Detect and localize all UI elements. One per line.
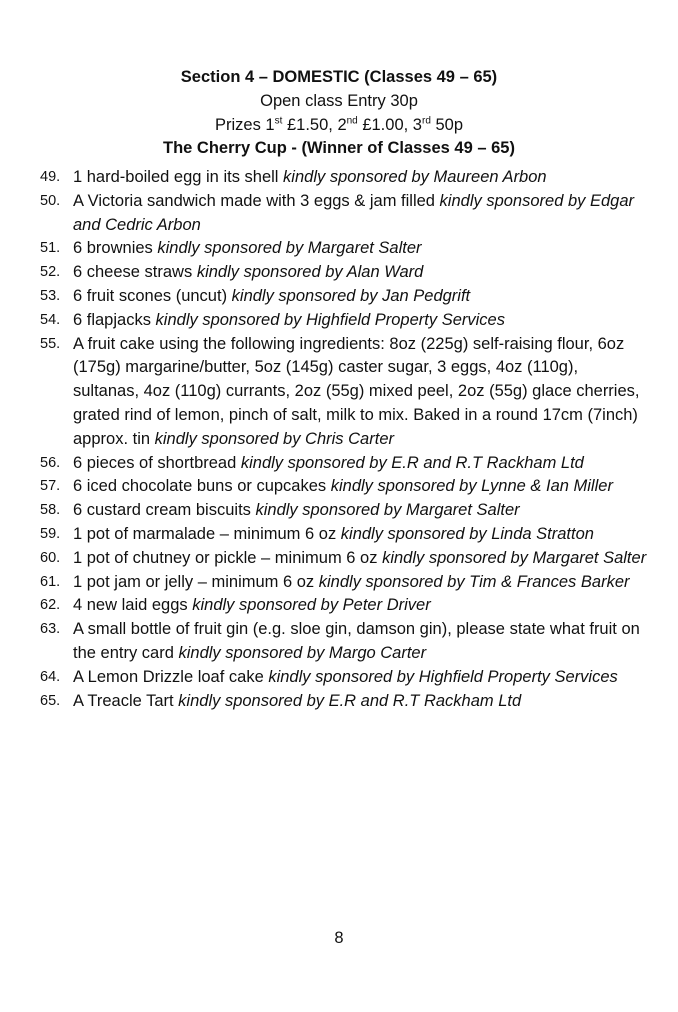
class-description: A fruit cake using the following ingredients: 8oz (225g) self-raising flour, 6oz (175g) margarine/butter, 5oz (145g) caster sugar, 3 eggs, 4oz (110g), sultanas, 4oz (110g) currants, 2oz (55g) mixed peel, 2oz (55g) glace cherries, grated rind of lemon, pinch of salt, milk to mix. Baked in a round 17cm (7inch) approx. tin: [73, 334, 640, 448]
third-prize-amount: 50p: [430, 115, 464, 134]
class-number: 63.: [40, 621, 61, 638]
class-sponsor: kindly sponsored by Linda Stratton: [340, 524, 594, 543]
class-number: 50.: [40, 192, 61, 209]
class-description: 6 iced chocolate buns or cupcakes: [73, 477, 331, 496]
class-number: 51.: [40, 240, 61, 257]
class-sponsor: kindly sponsored by E.R and R.T Rackham Ltd: [240, 453, 584, 472]
class-description: 6 brownies: [73, 239, 158, 258]
class-number: 54.: [40, 311, 61, 328]
class-description: A Lemon Drizzle loaf cake: [73, 667, 269, 686]
class-item: [0, 690, 678, 714]
second-prize-amount: £1.00,: [357, 115, 413, 134]
entry-info: Open class Entry 30p: [260, 91, 418, 110]
class-description: 1 pot jam or jelly – minimum 6 oz: [73, 572, 319, 591]
section-title: Section 4 – DOMESTIC (Classes 49 – 65): [180, 68, 498, 86]
class-item: [0, 261, 678, 285]
class-sponsor: kindly sponsored by Jan Pedgrift: [231, 286, 471, 305]
section-header: [0, 66, 678, 161]
class-sponsor: kindly sponsored by Tim & Frances Barker: [318, 572, 630, 591]
class-item: [0, 190, 678, 238]
second-prize-suffix: nd: [346, 115, 358, 127]
class-item: [0, 285, 678, 309]
first-prize-number: 1: [265, 115, 275, 134]
class-item: [0, 571, 678, 595]
class-item: [0, 309, 678, 333]
class-sponsor: kindly sponsored by Edgar and Cedric Arbon: [73, 191, 634, 234]
class-description: A Treacle Tart: [73, 691, 179, 710]
class-description: A Victoria sandwich made with 3 eggs & jam filled: [73, 191, 440, 210]
second-prize-number: 2: [337, 115, 347, 134]
first-prize-suffix: st: [274, 115, 283, 127]
class-sponsor: kindly sponsored by E.R and R.T Rackham Ltd: [178, 691, 522, 710]
class-number: 59.: [40, 525, 61, 542]
class-list: [0, 166, 678, 713]
cup-title: The Cherry Cup - (Winner of Classes 49 – 65): [163, 139, 515, 158]
class-description: 6 fruit scones (uncut): [73, 286, 232, 305]
class-item: [0, 333, 678, 452]
class-description: 6 flapjacks: [73, 310, 156, 329]
class-description: 1 hard-boiled egg in its shell: [73, 168, 284, 186]
class-number: 58.: [40, 502, 61, 519]
first-prize-amount: £1.50,: [282, 115, 338, 134]
class-description: 6 cheese straws: [73, 263, 197, 282]
class-item: [0, 594, 678, 618]
class-number: 52.: [40, 264, 61, 281]
class-number: 61.: [40, 573, 61, 590]
class-sponsor: kindly sponsored by Margaret Salter: [157, 239, 422, 258]
class-item: [0, 523, 678, 547]
class-description: 1 pot of marmalade – minimum 6 oz: [73, 524, 341, 543]
class-number: 55.: [40, 335, 61, 352]
page-number: 8: [334, 929, 344, 947]
class-number: 60.: [40, 549, 61, 566]
class-item: [0, 547, 678, 571]
class-item: [0, 452, 678, 476]
class-number: 62.: [40, 597, 61, 614]
class-sponsor: kindly sponsored by Margo Carter: [178, 643, 427, 662]
class-item: [0, 618, 678, 666]
third-prize-number: 3: [412, 115, 422, 134]
class-description: 1 pot of chutney or pickle – minimum 6 oz: [73, 548, 383, 567]
class-sponsor: kindly sponsored by Chris Carter: [154, 429, 394, 448]
class-item: [0, 666, 678, 690]
class-description: 6 custard cream biscuits: [73, 501, 256, 520]
class-description: 6 pieces of shortbread: [73, 453, 241, 472]
prizes-line: [0, 114, 678, 138]
third-prize-suffix: rd: [421, 115, 431, 127]
class-item: [0, 475, 678, 499]
class-item: [0, 166, 678, 190]
class-description: A small bottle of fruit gin (e.g. sloe gin, damson gin), please state what fruit on the entry card: [73, 620, 640, 662]
class-sponsor: kindly sponsored by Maureen Arbon: [283, 168, 547, 186]
class-number: 53.: [40, 287, 61, 304]
class-sponsor: kindly sponsored by Margaret Salter: [255, 501, 520, 520]
class-sponsor: kindly sponsored by Highfield Property Services: [268, 667, 618, 686]
class-description: 4 new laid eggs: [73, 596, 193, 615]
class-number: 49.: [40, 169, 61, 185]
class-item: [0, 499, 678, 523]
class-sponsor: kindly sponsored by Highfield Property Services: [155, 310, 505, 329]
class-sponsor: kindly sponsored by Alan Ward: [196, 263, 424, 282]
prizes-label: Prizes: [214, 115, 266, 134]
class-sponsor: kindly sponsored by Lynne & Ian Miller: [330, 477, 613, 496]
class-number: 57.: [40, 478, 61, 495]
class-sponsor: kindly sponsored by Margaret Salter: [382, 548, 647, 567]
class-item: [0, 237, 678, 261]
class-number: 56.: [40, 454, 61, 471]
class-number: 65.: [40, 692, 61, 709]
class-sponsor: kindly sponsored by Peter Driver: [192, 596, 431, 615]
class-number: 64.: [40, 668, 61, 685]
